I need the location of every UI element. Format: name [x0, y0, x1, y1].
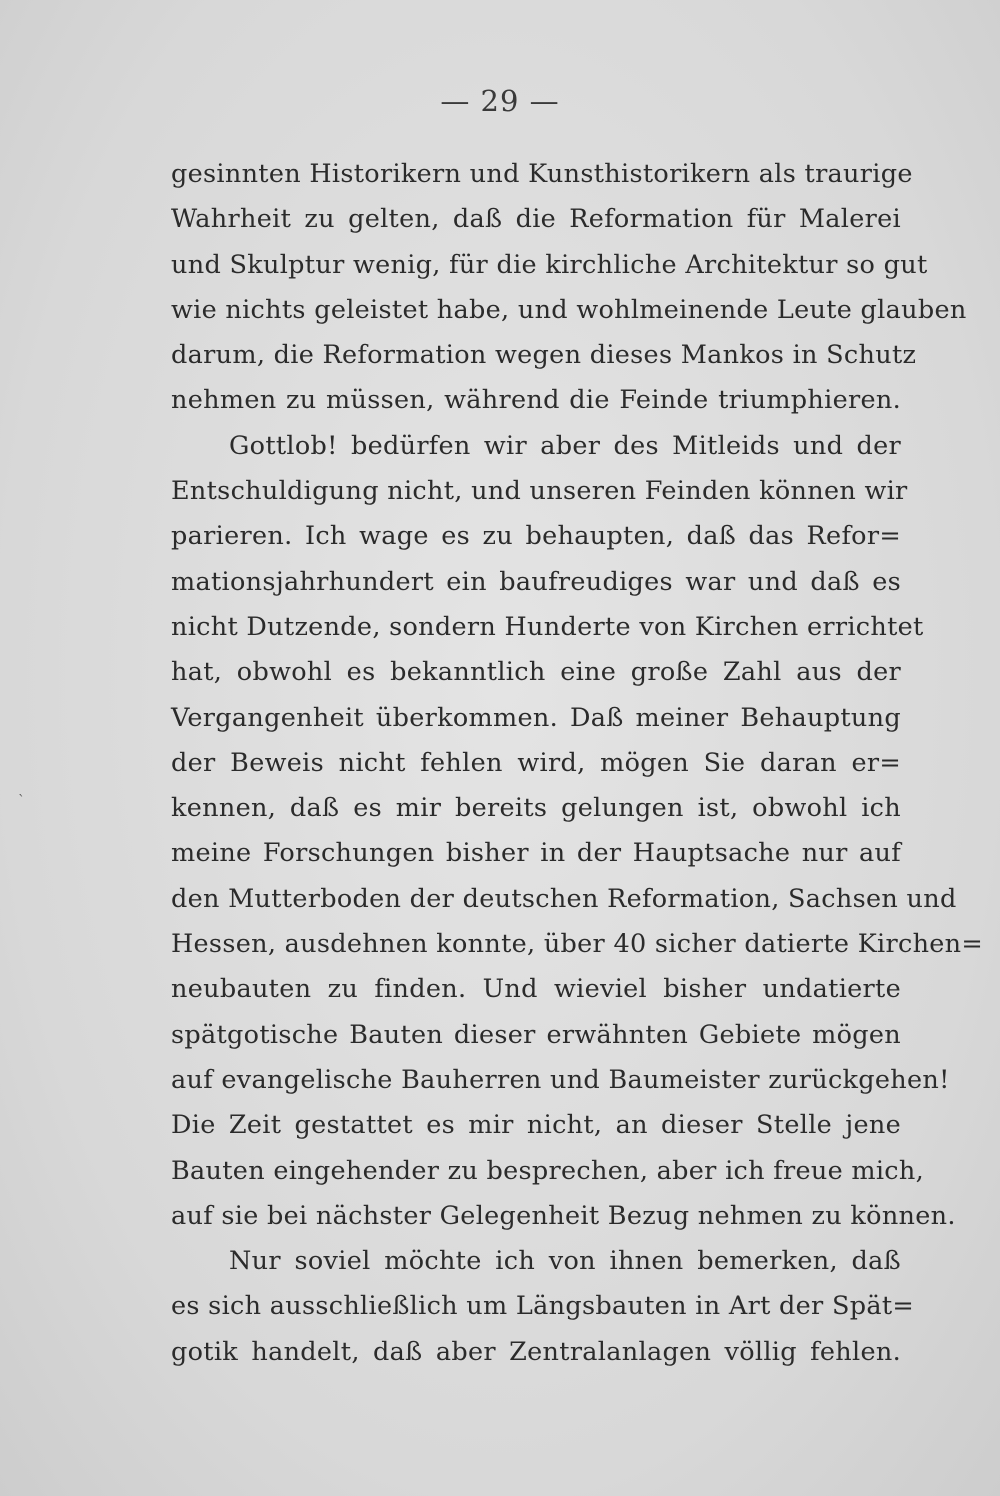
body-text	[171, 152, 984, 1375]
text-line: es sich ausschließlich um Längsbauten in Art der Spät=	[171, 1291, 915, 1322]
text-line: spätgotische Bauten dieser erwähnten Gebiete mögen	[171, 1019, 901, 1050]
text-line: nehmen zu müssen, während die Feinde triumphieren.	[171, 385, 901, 416]
page-number: — 29 —	[440, 84, 560, 118]
text-line: neubauten zu finden. Und wieviel bisher undatierte	[171, 974, 901, 1005]
margin-speck-mark: `	[18, 793, 25, 809]
text-line: den Mutterboden der deutschen Reformation, Sachsen und	[171, 883, 957, 914]
text-line: und Skulptur wenig, für die kirchliche Architektur so gut	[171, 249, 928, 280]
text-line: der Beweis nicht fehlen wird, mögen Sie daran er=	[171, 747, 901, 778]
text-line: Vergangenheit überkommen. Daß meiner Behauptung	[171, 702, 901, 733]
text-line: nicht Dutzende, sondern Hunderte von Kirchen errichtet	[171, 611, 924, 642]
text-line: gotik handelt, daß aber Zentralanlagen völlig fehlen.	[171, 1336, 901, 1367]
text-line: kennen, daß es mir bereits gelungen ist, obwohl ich	[171, 793, 901, 824]
text-line: hat, obwohl es bekanntlich eine große Zahl aus der	[171, 657, 901, 688]
text-line: parieren. Ich wage es zu behaupten, daß das Refor=	[171, 521, 901, 552]
paragraph-start-line: Gottlob! bedürfen wir aber des Mitleids und der	[229, 430, 901, 461]
text-line: darum, die Reformation wegen dieses Mankos in Schutz	[171, 340, 917, 371]
paragraph-start-line: Nur soviel möchte ich von ihnen bemerken, daß	[229, 1246, 901, 1277]
text-line: Hessen, ausdehnen konnte, über 40 sicher datierte Kirchen=	[171, 929, 984, 960]
text-line: Bauten eingehender zu besprechen, aber ich freue mich,	[171, 1155, 925, 1186]
text-line: meine Forschungen bisher in der Hauptsache nur auf	[171, 838, 901, 869]
text-line: Wahrheit zu gelten, daß die Reformation für Malerei	[171, 204, 901, 235]
text-line: auf sie bei nächster Gelegenheit Bezug nehmen zu können.	[171, 1200, 956, 1231]
text-line: wie nichts geleistet habe, und wohlmeinende Leute glauben	[171, 294, 967, 325]
text-line: gesinnten Historikern und Kunsthistorikern als traurige	[171, 159, 913, 189]
text-line: mationsjahrhundert ein baufreudiges war und daß es	[171, 566, 901, 597]
text-line: auf evangelische Bauherren und Baumeister zurückgehen!	[171, 1064, 950, 1095]
text-line: Entschuldigung nicht, und unseren Feinden können wir	[171, 476, 908, 507]
text-line: Die Zeit gestattet es mir nicht, an dieser Stelle jene	[171, 1110, 901, 1141]
